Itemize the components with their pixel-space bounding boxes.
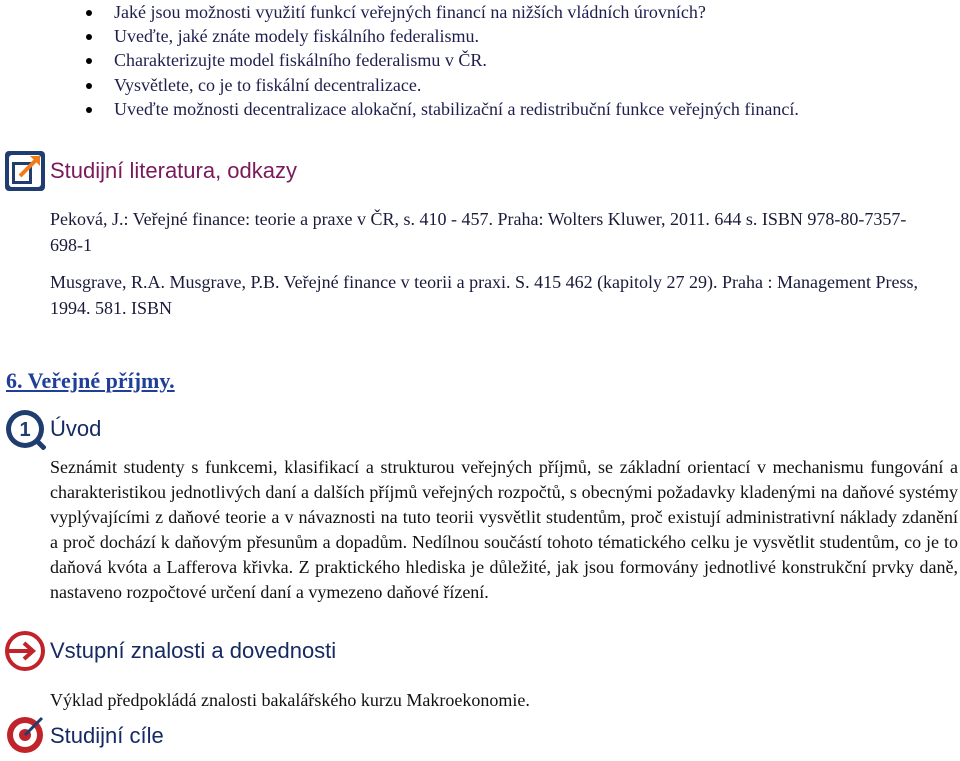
bullet [86,58,92,64]
target-icon [4,714,46,761]
list-item [82,48,942,72]
list-item [82,97,942,121]
svg-text:1: 1 [19,419,31,441]
intro-paragraph: Seznámit studenty s funkcemi, klasifikací a strukturou veřejných příjmů, se základní orientací v mechanismu fungování a charakteristikou jednotlivých daní a dalších příjmů veřejných rozpočtů, s obecnými požadavky kladenými na daňové systémy vyplývajícími z daňové teorie a v návaznosti na tuto teorii vysvětlit studentům, proč existují administrativní náklady zdanění a proč dochází k daňovým přesunům a dopadům. Nedílnou součástí tohoto tématického celku je vysvětlit studentům, co je to daňová kvóta a Lafferova křivka. Z praktického hlediska je důležité, jak jsou formovány jednotlivé konstrukční prvky daně, nastaveno rozpočtové určení daní a vymezeno daňové řízení. [50,457,958,602]
list-item [82,24,942,48]
question-text: Charakterizujte model fiskálního federalismu v ČR. [114,50,487,71]
prereq-paragraph: Výklad předpokládá znalosti bakalářského kurzu Makroekonomie. [50,690,530,710]
section-heading-literature: Studijní literatura, odkazy [50,158,298,183]
link-icon [4,150,46,197]
reference-item: Peková, J.: Veřejné finance: teorie a praxe v ČR, s. 410 - 457. Praha: Wolters Kluwer, 2011. 644 s. ISBN 978-80-7357-698-1 [50,209,907,255]
number-one-icon [4,408,46,455]
question-text: Jaké jsou možnosti využití funkcí veřejných financí na nižších vládních úrovních? [114,2,706,22]
section-heading-prereq: Vstupní znalosti a dovednosti [50,638,337,663]
bullet [86,83,92,89]
chapter-title: 6. Veřejné příjmy. [6,368,175,393]
bullet [86,10,92,16]
question-text: Vysvětlete, co je to fiskální decentralizace. [114,74,422,95]
list-item [82,0,942,24]
bullet [86,34,92,40]
question-list [82,0,942,121]
question-text: Uveďte, jaké znáte modely fiskálního federalismu. [114,26,480,47]
reference-item: Musgrave, R.A. Musgrave, P.B. Veřejné finance v teorii a praxi. S. 415 462 (kapitoly 27 29). Praha : Management Press, 1994. 581. ISBN [50,272,918,318]
section-heading-intro: Úvod [50,416,102,441]
question-text: Uveďte možnosti decentralizace alokační, stabilizační a redistribuční funkce veřejných financí. [114,98,799,119]
bullet [86,107,92,113]
section-heading-goals: Studijní cíle [50,723,164,748]
entry-arrow-icon [4,630,46,677]
list-item [82,73,942,97]
